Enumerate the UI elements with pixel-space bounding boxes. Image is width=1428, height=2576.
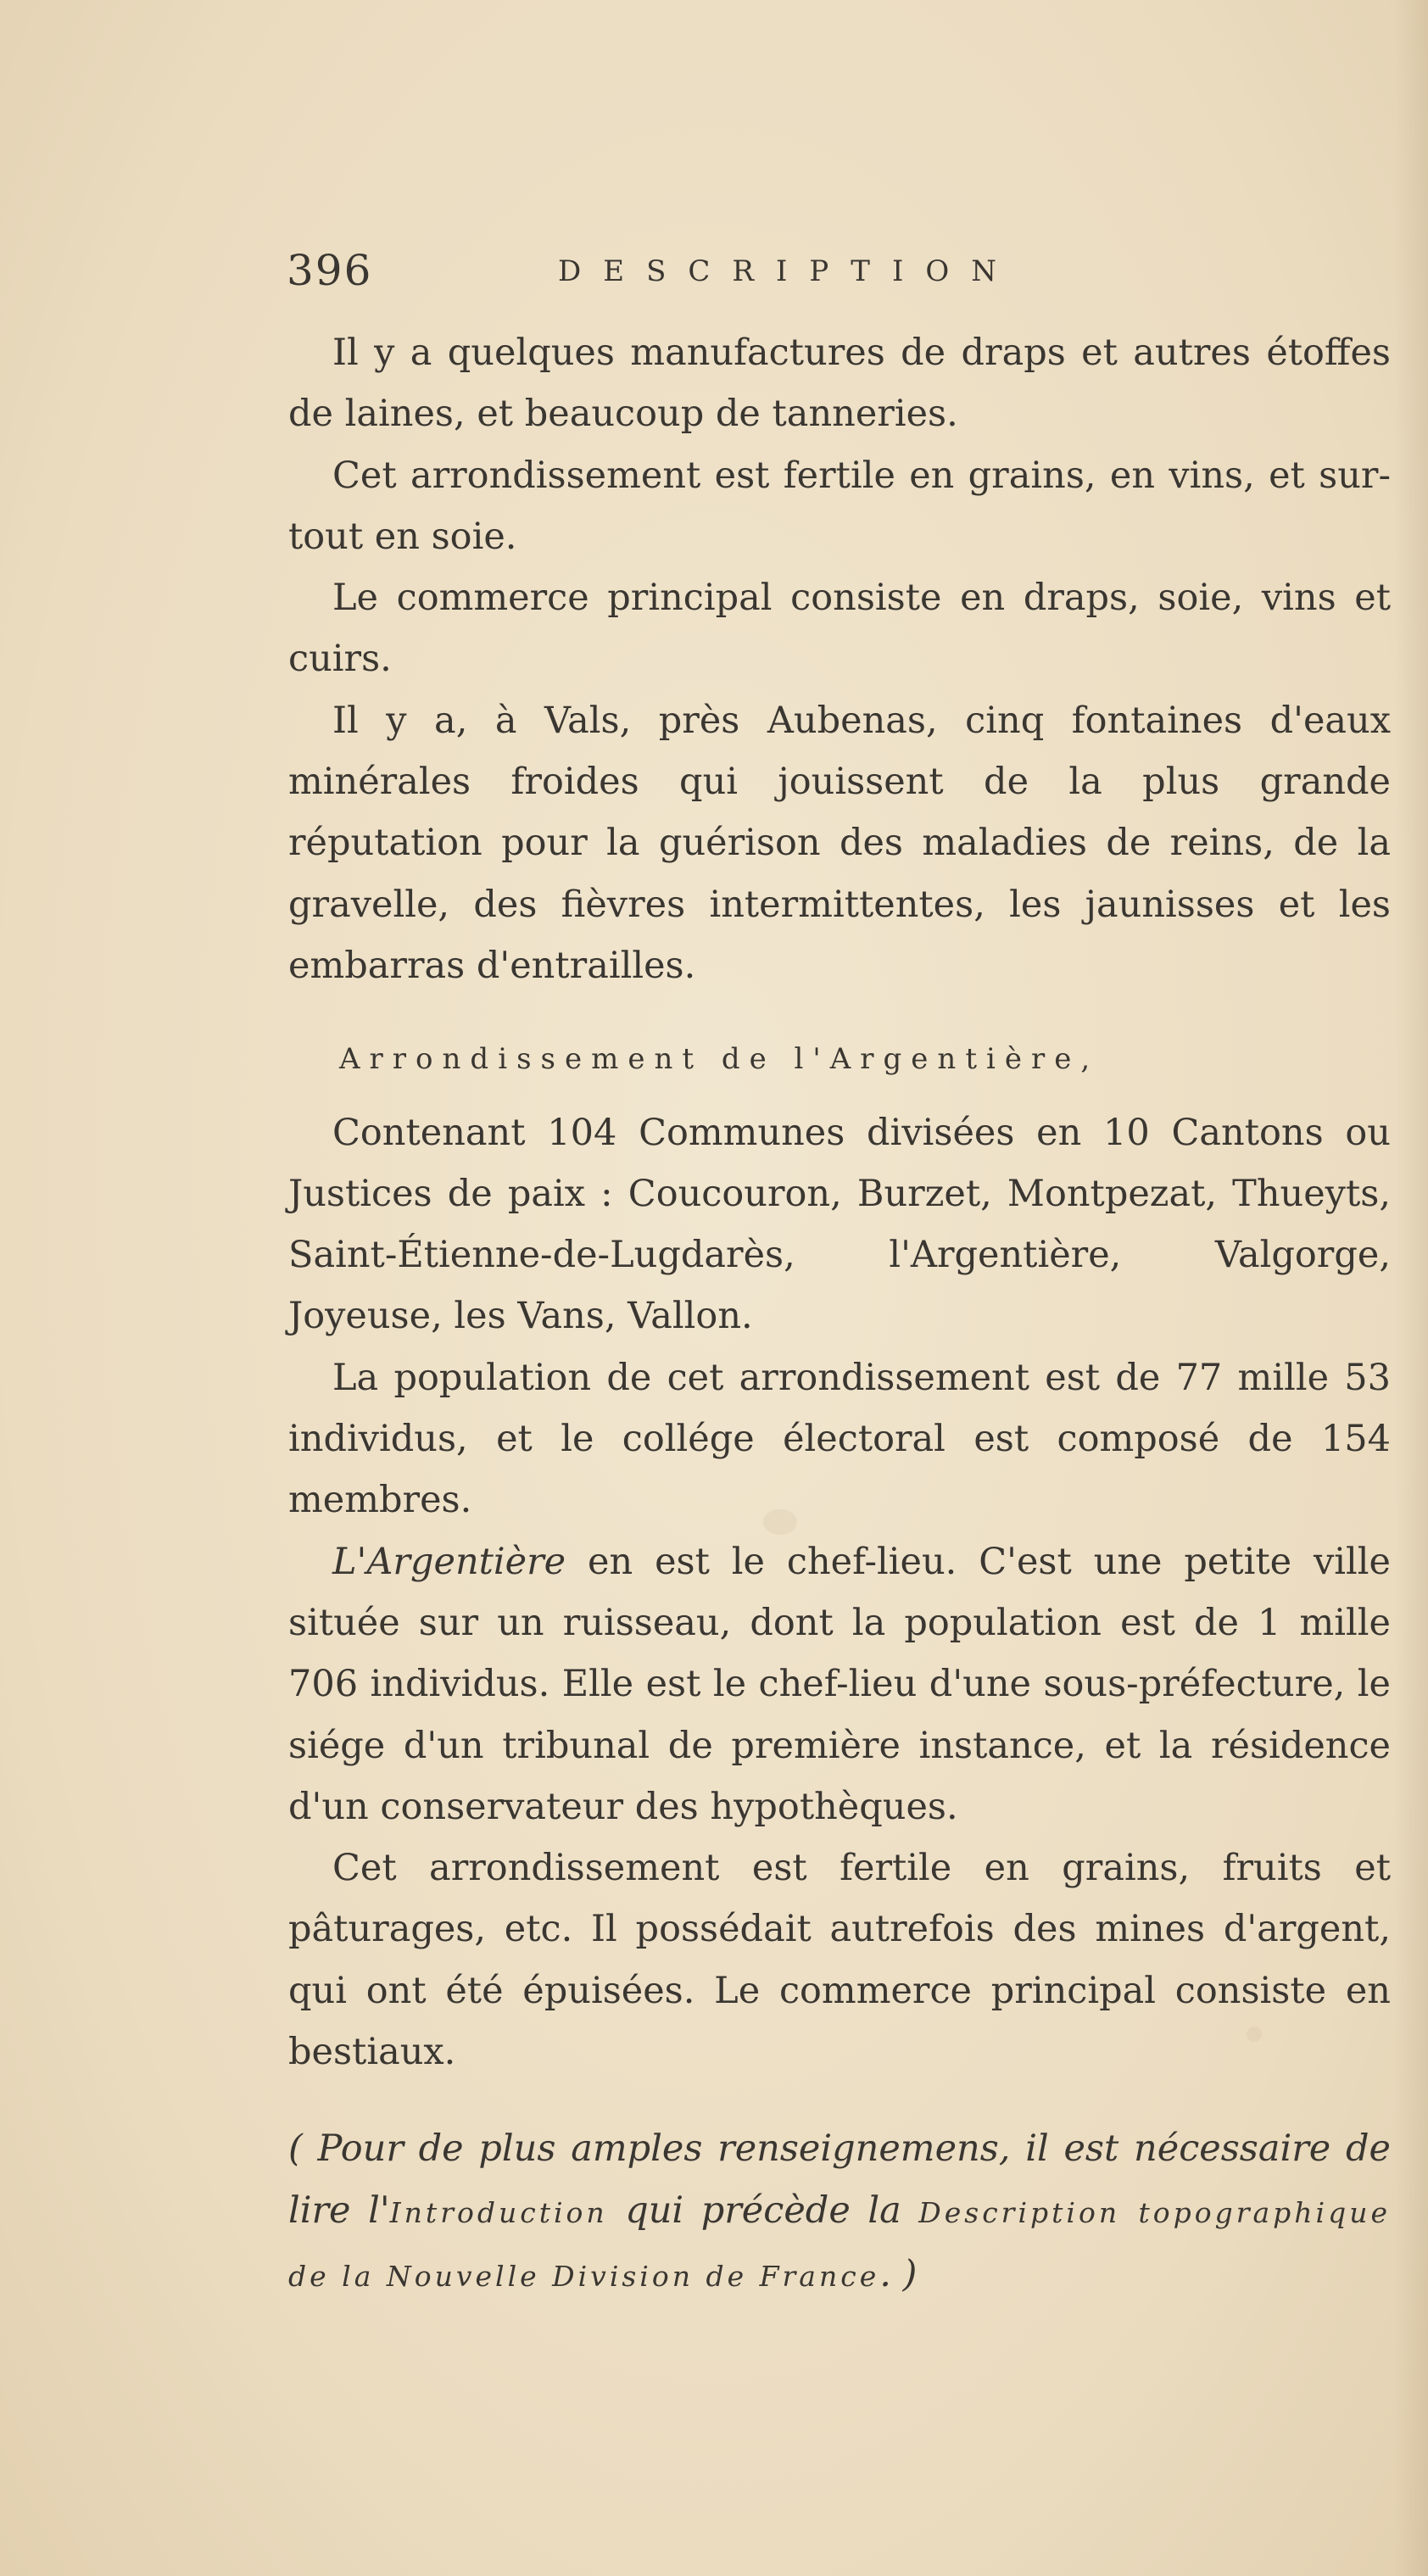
running-title: DESCRIPTION <box>558 254 1019 288</box>
note-text: ( Pour de plus amples renseignemens, il est nécessaire de lire l' <box>288 2127 1391 2232</box>
note-text: qui précède la <box>607 2188 919 2232</box>
body-text <box>288 322 1391 2307</box>
paragraph-text: en est le chef-lieu. C'est une petite ville située sur un ruisseau, dont la population est de 1 mille 706 individus. Elle est le chef-lieu d'une sous-préfecture, le siége d'un tribunal de première instance, et la résidence d'un conservateur des hypothèques. <box>288 1540 1391 1828</box>
page-header <box>287 246 1143 314</box>
paragraph: Cet arrondissement est fertile en grains, en vins, et sur-tout en soie. <box>288 454 1391 558</box>
section-title: Arrondissement de l'Argentière, <box>339 1042 1100 1077</box>
town-name: L'Argentière <box>332 1540 566 1583</box>
note-text: . ) <box>879 2252 918 2295</box>
paragraph: La population de cet arrondissement est de 77 mille 53 individus, et le collége électoral est composé de 154 membres. <box>288 1356 1391 1522</box>
page-edge-shadow <box>1394 0 1428 2576</box>
footnote <box>288 2118 1391 2307</box>
paragraph: Le commerce principal consiste en draps, soie, vins et cuirs. <box>288 577 1391 681</box>
paragraph: Il y a, à Vals, près Aubenas, cinq fontaines d'eaux minérales froides qui jouissent de la plus grande réputation pour la guérison des maladies de reins, de la gravelle, des fièvres intermittentes, les jaunisses et les embarras d'entrailles. <box>288 699 1391 987</box>
note-introduction: Introduction <box>389 2195 608 2229</box>
note-description-title: Description topographique de la Nouvelle Division de France <box>288 2195 1391 2293</box>
paragraph: Il y a quelques manufactures de draps et autres étoffes de laines, et beaucoup de tanneries. <box>288 332 1391 436</box>
paragraph: Cet arrondissement est fertile en grains, fruits et pâturages, etc. Il possédait autrefois des mines d'argent, qui ont été épuisées. Le commerce principal consiste en bestiaux. <box>288 1847 1391 2074</box>
paragraph-argentiere <box>288 1531 1391 1837</box>
paragraph: Contenant 104 Communes divisées en 10 Cantons ou Justices de paix : Coucouron, Burzet, Montpezat, Thueyts, Saint-Étienne-de-Lugdarès, l'Argentière, Valgorge, Joyeuse, les Vans, Vallon. <box>288 1111 1391 1338</box>
page-number: 396 <box>287 246 373 295</box>
